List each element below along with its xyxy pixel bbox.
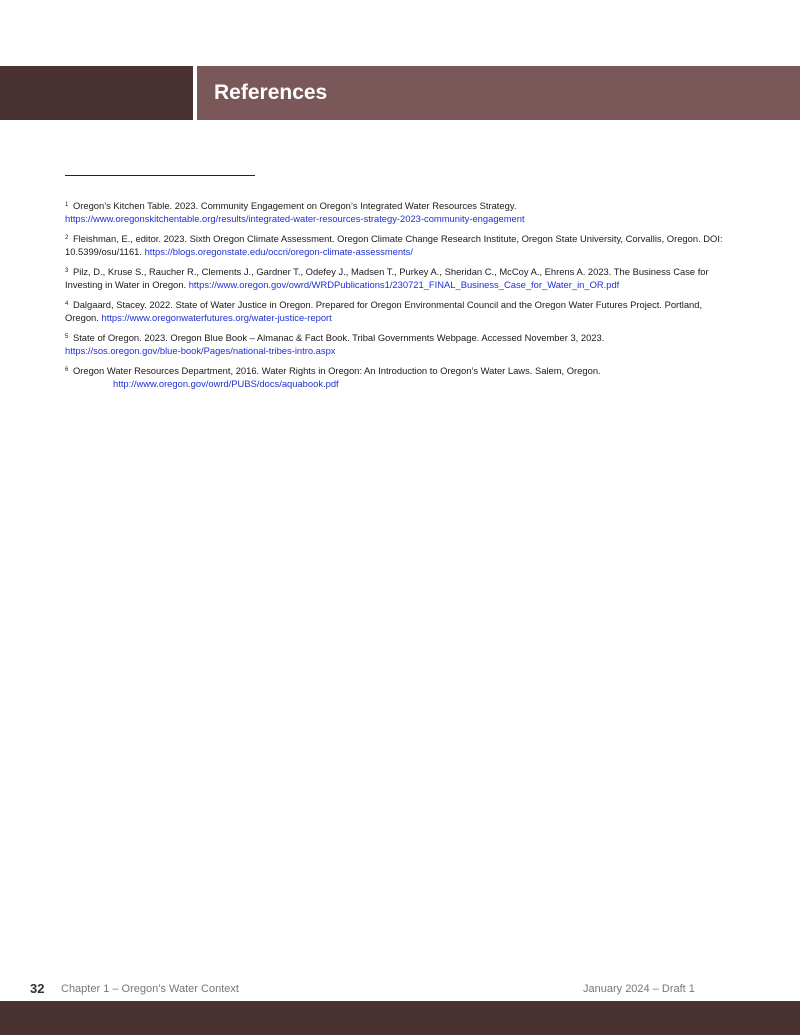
footer-band	[0, 1001, 800, 1035]
reference-number: 2	[65, 235, 69, 241]
reference-item-3	[65, 265, 735, 291]
reference-number: 1	[65, 202, 69, 208]
reference-text: Fleishman, E., editor. 2023. Sixth Oregon Climate Assessment. Oregon Climate Change Research Institute, Oregon State University, Corvallis, Oregon. DOI: 10.5399/osu/1161.	[65, 233, 723, 257]
references-list	[65, 199, 735, 397]
reference-number: 6	[65, 367, 69, 373]
reference-item-6	[65, 364, 735, 390]
reference-link[interactable]: https://blogs.oregonstate.edu/occri/oregon-climate-assessments/	[144, 246, 413, 257]
reference-text: Dalgaard, Stacey. 2022. State of Water Justice in Oregon. Prepared for Oregon Environmental Council and the Oregon Water Futures Project. Portland, Oregon.	[65, 299, 703, 323]
page-title: References	[214, 81, 328, 104]
footnote-separator	[65, 175, 255, 176]
reference-link[interactable]: https://www.oregonwaterfutures.org/water-justice-report	[101, 312, 332, 323]
reference-text: Oregon’s Kitchen Table. 2023. Community Engagement on Oregon’s Integrated Water Resources Strategy.	[72, 200, 517, 211]
reference-item-1	[65, 199, 735, 225]
page-header-band	[0, 66, 800, 120]
draft-date: January 2024 – Draft 1	[583, 983, 695, 995]
reference-number: 3	[65, 268, 69, 274]
header-dark-block	[0, 66, 193, 120]
page-number: 32	[30, 981, 45, 996]
reference-link[interactable]: https://www.oregon.gov/owrd/WRDPublications1/230721_FINAL_Business_Case_for_Water_in_OR.pdf	[188, 279, 620, 290]
reference-link[interactable]: https://sos.oregon.gov/blue-book/Pages/national-tribes-intro.aspx	[65, 345, 336, 356]
chapter-label: Chapter 1 – Oregon’s Water Context	[61, 983, 239, 995]
reference-link[interactable]: https://www.oregonskitchentable.org/results/integrated-water-resources-strategy-2023-community-engagement	[65, 213, 525, 224]
reference-item-5	[65, 331, 735, 357]
reference-number: 4	[65, 301, 69, 307]
reference-text: State of Oregon. 2023. Oregon Blue Book – Almanac & Fact Book. Tribal Governments Webpage. Accessed November 3, 2023.	[72, 332, 605, 343]
reference-item-4	[65, 298, 735, 324]
reference-number: 5	[65, 334, 69, 340]
reference-text: Oregon Water Resources Department, 2016. Water Rights in Oregon: An Introduction to Oregon’s Water Laws. Salem, Oregon.	[72, 365, 601, 376]
reference-link[interactable]: http://www.oregon.gov/owrd/PUBS/docs/aquabook.pdf	[113, 378, 339, 389]
reference-item-2	[65, 232, 735, 258]
page-footer	[30, 981, 770, 999]
header-accent-block	[197, 66, 800, 120]
reference-text: Pilz, D., Kruse S., Raucher R., Clements J., Gardner T., Odefey J., Madsen T., Purkey A., Sheridan C., McCoy A., Ehrens A. 2023. The Business Case for Investing in Water in Oregon.	[65, 266, 709, 290]
